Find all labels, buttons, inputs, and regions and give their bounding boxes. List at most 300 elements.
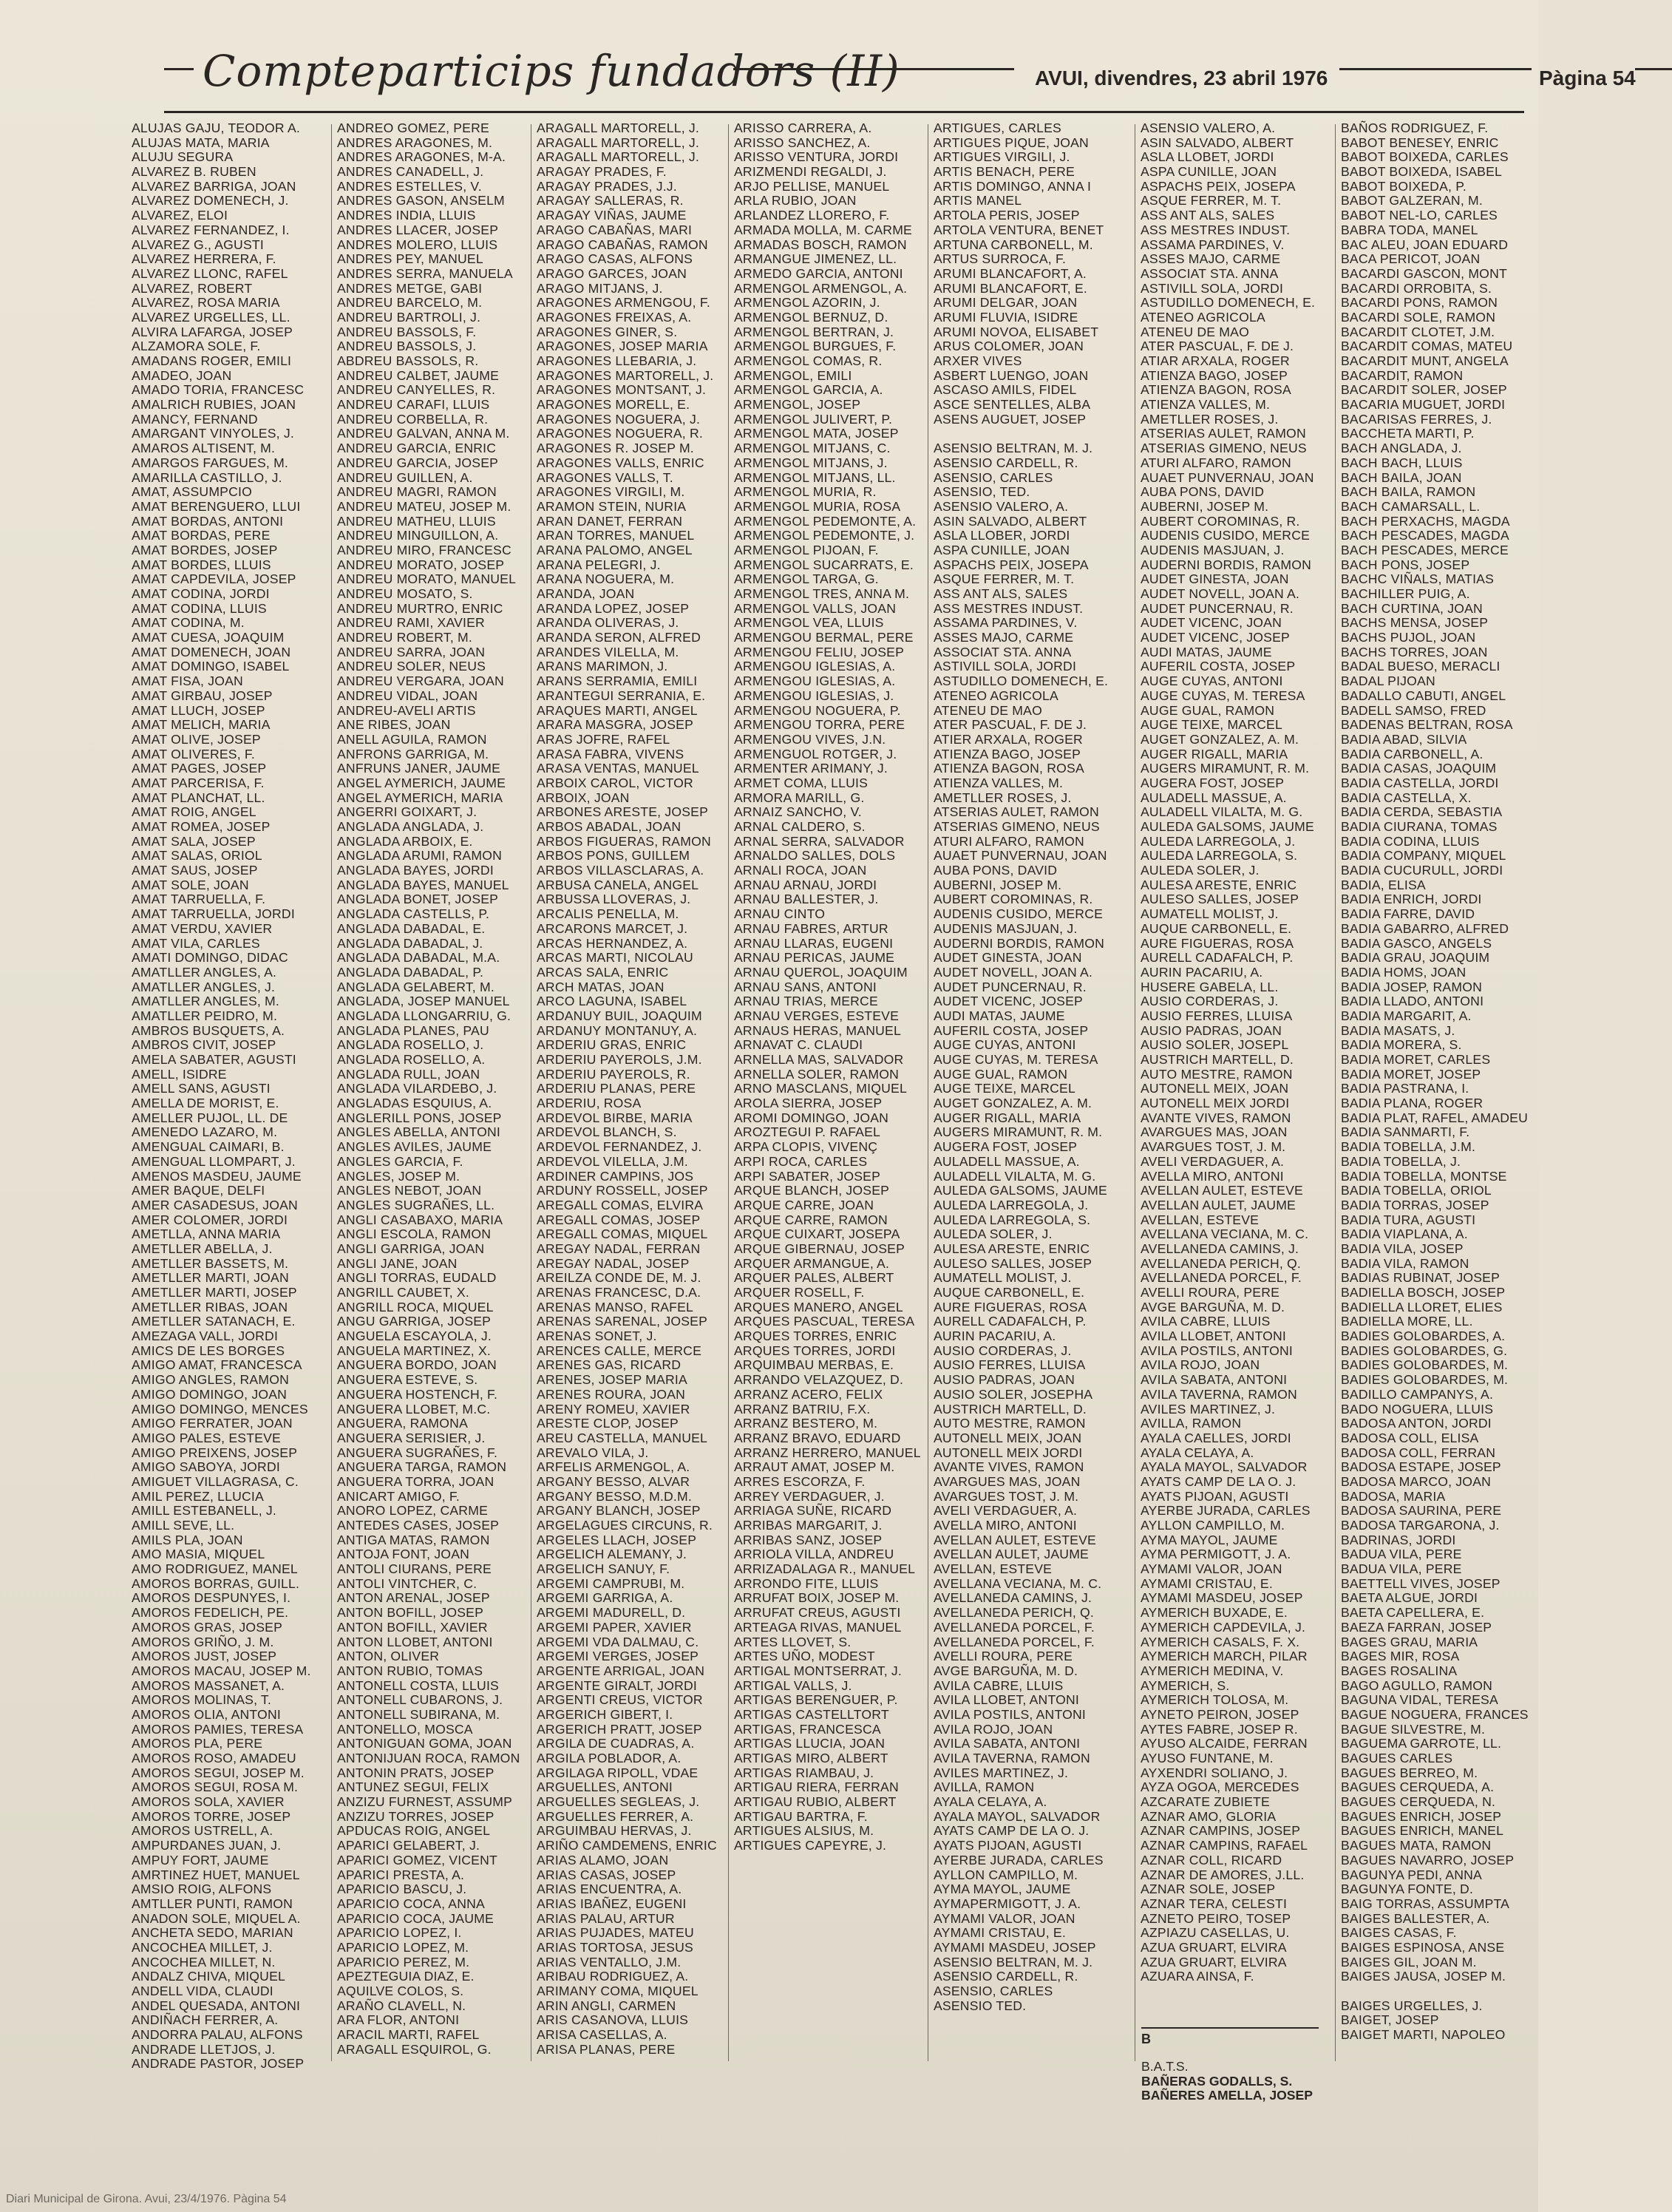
name-entry: AYATS CAMP DE LA O. J. xyxy=(1141,1473,1297,1489)
name-entry: ARGUELLES, ANTONI xyxy=(537,1780,673,1795)
name-entry: ALVAREZ HERRERA, F. xyxy=(132,251,276,267)
name-entry: ANDREU SARRA, JOAN xyxy=(337,644,486,659)
name-entry: AUSTRICH MARTELL, D. xyxy=(1141,1052,1294,1067)
name-entry: ANGERRI GOIXART, J. xyxy=(337,804,478,820)
name-entry: ALVAREZ BARRIGA, JOAN xyxy=(132,178,296,194)
name-entry: BACHS MENSA, JOSEP xyxy=(1341,615,1489,631)
name-entry: AMALRICH RUBIES, JOAN xyxy=(132,397,296,413)
name-entry: ARGILAGA RIPOLL, VDAE xyxy=(537,1765,699,1780)
name-entry: AYMAMI CRISTAU, E. xyxy=(934,1925,1066,1941)
name-entry: ATURI ALFARO, RAMON xyxy=(1141,455,1291,470)
name-entry: ASPACHS PEIX, JOSEPA xyxy=(934,557,1089,572)
name-entry: ARQUE GIBERNAU, JOSEP xyxy=(734,1241,905,1256)
name-entry: BACH PESCADES, MERCE xyxy=(1341,542,1509,557)
name-entry: BACARIA MUGUET, JORDI xyxy=(1341,397,1506,413)
name-entry: ARASA FABRA, VIVENS xyxy=(537,746,684,761)
name-entry: AYMERICH TOLOSA, M. xyxy=(1141,1692,1289,1708)
name-entry: ARAGONES VALLS, T. xyxy=(537,469,673,485)
name-entry: AVGE BARGUÑA, M. D. xyxy=(1141,1299,1285,1314)
name-entry: BACH PESCADES, MAGDA xyxy=(1341,528,1509,543)
name-entry: ARRIOLA VILLA, ANDREU xyxy=(734,1547,894,1562)
name-entry: BADIA TOBELLA, J.M. xyxy=(1341,1139,1476,1155)
name-entry: BAIGES GIL, JOAN M. xyxy=(1341,1954,1477,1970)
section-letter-b: B xyxy=(1141,2027,1319,2047)
name-entry: ANGLADA DABADAL, M.A. xyxy=(337,950,500,966)
name-entry: BAETA ALGUE, JORDI xyxy=(1341,1590,1478,1606)
name-entry: AUDET NOVELL, JOAN A. xyxy=(934,964,1093,980)
name-entry: ANDELL VIDA, CLAUDI xyxy=(132,1984,273,1998)
name-entry: AVELLAN AULET, JAUME xyxy=(1141,1197,1296,1212)
name-entry: AULEDA GALSOMS, JAUME xyxy=(1141,819,1314,834)
name-entry: ARRANZ ACERO, FELIX xyxy=(734,1386,883,1402)
name-entry: AMAT FISA, JOAN xyxy=(132,674,243,689)
name-entry: ARAN TORRES, MANUEL xyxy=(537,528,695,543)
name-entry: AREILZA CONDE DE, M. J. xyxy=(537,1270,701,1286)
name-entry: ARTIGAU RIERA, FERRAN xyxy=(734,1780,899,1795)
name-entry: ARIÑO CAMDEMENS, ENRIC xyxy=(537,1838,717,1853)
name-entry: ARMENGOL MITJANS, J. xyxy=(734,455,888,470)
name-entry: AUQUE CARBONELL, E. xyxy=(1141,920,1292,936)
name-entry: ARMET COMA, LLUIS xyxy=(734,775,869,790)
name-entry: ANE RIBES, JOAN xyxy=(337,717,451,733)
name-entry: AYLLON CAMPILLO, M. xyxy=(1141,1518,1285,1533)
name-entry: AUSIO PADRAS, JOAN xyxy=(934,1372,1075,1388)
name-entry: AMAT ROMEA, JOSEP xyxy=(132,819,271,834)
name-entry: ANGLI JANE, JOAN xyxy=(337,1255,458,1271)
name-entry: ANFRONS GARRIGA, M. xyxy=(337,746,489,761)
name-entry: ARDEVOL BIRBE, MARIA xyxy=(537,1110,693,1125)
name-entry: ARTIGUES, CARLES xyxy=(934,121,1061,135)
name-entry: ARMENGOL MURIA, R. xyxy=(734,484,877,500)
name-entry: AMETLLER MARTI, JOAN xyxy=(132,1270,289,1286)
name-entry: AMENGUAL LLOMPART, J. xyxy=(132,1153,296,1169)
name-entry: ANTON BOFILL, XAVIER xyxy=(337,1619,488,1635)
masthead-rule-right xyxy=(1635,68,1672,70)
name-entry: BAIGES CASAS, F. xyxy=(1341,1925,1457,1941)
name-entry: AMOROS SOLA, XAVIER xyxy=(132,1794,285,1810)
name-entry: ANGUELA ESCAYOLA, J. xyxy=(337,1329,492,1344)
name-entry: ARAGALL MARTORELL, J. xyxy=(537,121,699,135)
name-entry: ARNELLA MAS, SALVADOR xyxy=(734,1052,904,1067)
name-entry: ASCE SENTELLES, ALBA xyxy=(934,397,1091,413)
name-entry: BAÑERAS GODALLS, S. xyxy=(1141,2073,1293,2089)
name-entry: AUDENIS MASJUAN, J. xyxy=(1141,542,1285,557)
name-entry: APARICIO COCA, JAUME xyxy=(337,1910,494,1926)
name-entry: AMIL PEREZ, LLUCIA xyxy=(132,1488,264,1504)
name-entry: ARAGONES MORELL, E. xyxy=(537,397,690,413)
name-entry: BACARDIT MUNT, ANGELA xyxy=(1341,353,1509,368)
name-entry: BADENAS BELTRAN, ROSA xyxy=(1341,717,1513,733)
name-entry: AVILA LLOBET, ANTONI xyxy=(1141,1329,1286,1344)
name-entry: BAIGES URGELLES, J. xyxy=(1341,1998,1483,2013)
name-entry: BAETA CAPELLERA, E. xyxy=(1341,1605,1485,1621)
name-entry: AUTO MESTRE, RAMON xyxy=(1141,1066,1293,1082)
name-entry: ANGLES GARCIA, F. xyxy=(337,1153,463,1169)
name-entry: ARMENGOL BERTRAN, J. xyxy=(734,324,894,339)
name-entry: AMETLLER MARTI, JOSEP xyxy=(132,1285,297,1300)
name-entry: AURE FIGUERAS, ROSA xyxy=(1141,935,1294,951)
name-column-5 xyxy=(934,121,1127,2058)
name-entry: AUGET GONZALEZ, A. M. xyxy=(934,1096,1092,1111)
name-entry: BADAL BUESO, MERACLI xyxy=(1341,659,1501,674)
name-entry: ANDRES PEY, MANUEL xyxy=(337,251,483,267)
name-entry: AVELLANEDA PORCEL, F. xyxy=(934,1619,1095,1635)
name-entry: ANTIGA MATAS, RAMON xyxy=(337,1532,490,1547)
name-entry: ANDREU MORATO, MANUEL xyxy=(337,571,517,587)
name-entry: BADIA FARRE, DAVID xyxy=(1341,906,1475,922)
name-entry: BABOT BENESEY, ENRIC xyxy=(1341,135,1499,150)
name-entry: AMOROS FEDELICH, PE. xyxy=(132,1605,289,1621)
name-entry: BAÑERES AMELLA, JOSEP xyxy=(1141,2088,1314,2103)
name-entry: ARANDA, JOAN xyxy=(537,586,635,601)
name-entry: ANTONIJUAN ROCA, RAMON xyxy=(337,1751,520,1765)
name-entry: ARGELICH SANUY, F. xyxy=(537,1561,670,1577)
name-entry: AROZTEGUI P. RAFAEL xyxy=(734,1124,881,1140)
name-entry: ARTIGAL VALLS, J. xyxy=(734,1677,852,1693)
name-entry: ARLANDEZ LLORERO, F. xyxy=(734,208,890,223)
name-entry: AMBROS CIVIT, JOSEP xyxy=(132,1037,276,1053)
name-entry: ARTIGAU BARTRA, F. xyxy=(734,1808,868,1824)
column-divider xyxy=(331,124,332,2061)
name-entry: ARIAS ALAMO, JOAN xyxy=(537,1852,669,1867)
name-entry: BADIA JOSEP, RAMON xyxy=(1341,979,1482,994)
name-entry: AMIGO DOMINGO, MENCES xyxy=(132,1401,308,1417)
name-entry: BADIELLA MORE, LL. xyxy=(1341,1314,1473,1329)
name-entry: AREGALL COMAS, MIQUEL xyxy=(537,1227,708,1242)
name-entry: ANDREU GUILLEN, A. xyxy=(337,469,473,485)
name-entry: AUDI MATAS, JAUME xyxy=(1141,644,1272,659)
name-entry: AMAT VERDU, XAVIER xyxy=(132,920,273,936)
name-entry: ARIAS TORTOSA, JESUS xyxy=(537,1939,693,1955)
name-entry: ATSERIAS AULET, RAMON xyxy=(934,804,1099,820)
name-entry: ANGLADA DABADAL, J. xyxy=(337,935,483,951)
name-entry: ARNAL CALDERO, S. xyxy=(734,819,866,834)
name-entry: AMATLLER ANGLES, A. xyxy=(132,964,277,980)
name-entry: AURELL CADAFALCH, P. xyxy=(934,1314,1087,1329)
name-entry: AUFERIL COSTA, JOSEP xyxy=(1141,659,1296,674)
name-entry: ARGELES LLACH, JOSEP xyxy=(537,1532,697,1547)
name-entry: ARBUSA CANELA, ANGEL xyxy=(537,877,699,892)
name-entry: ARAGAY PRADES, J.J. xyxy=(537,178,677,194)
name-entry: ARASA VENTAS, MANUEL xyxy=(537,761,699,776)
name-entry: ANGLADAS ESQUIUS, A. xyxy=(337,1096,492,1111)
name-entry: BADIA, ELISA xyxy=(1341,877,1426,892)
name-entry: ARENAS MANSO, RAFEL xyxy=(537,1299,694,1314)
name-entry: AVELLAN AULET, JAUME xyxy=(934,1547,1089,1562)
name-entry: ANGUERA SERISIER, J. xyxy=(337,1430,486,1445)
name-entry: AVARGUES TOST, J. M. xyxy=(934,1488,1079,1504)
name-entry: ARBOIX CAROL, VICTOR xyxy=(537,775,693,790)
name-entry: BACH CAMARSALL, L. xyxy=(1341,498,1481,514)
name-entry: AMOROS SEGUI, JOSEP M. xyxy=(132,1765,305,1780)
name-entry: ANCHETA SEDO, MARIAN xyxy=(132,1925,293,1941)
name-entry: ANTON RUBIO, TOMAS xyxy=(337,1663,483,1678)
name-entry: ARNAU FABRES, ARTUR xyxy=(734,920,888,936)
name-entry: ARMENGOU IGLESIAS, A. xyxy=(734,659,896,674)
name-entry: BADUA VILA, PERE xyxy=(1341,1547,1462,1562)
name-entry: BACARDIT CLOTET, J.M. xyxy=(1341,324,1495,339)
name-entry: AMAT BERENGUERO, LLUI xyxy=(132,498,301,514)
name-entry: BADOSA ESTAPE, JOSEP xyxy=(1341,1459,1501,1475)
archive-credit: Diari Municipal de Girona. Avui, 23/4/1976. Pàgina 54 xyxy=(6,2193,287,2205)
name-entry: AMOROS MOLINAS, T. xyxy=(132,1692,272,1708)
name-entry: AUGE CUYAS, M. TERESA xyxy=(934,1052,1098,1067)
page-number: Pàgina 54 xyxy=(1539,67,1636,89)
name-entry: ARENCES CALLE, MERCE xyxy=(537,1343,702,1358)
name-entry: ANTONELL COSTA, LLUIS xyxy=(337,1677,499,1693)
name-entry: ARREY VERDAGUER, J. xyxy=(734,1488,885,1504)
name-entry: BADIA VIAPLANA, A. xyxy=(1341,1227,1468,1242)
name-entry: ARDEVOL FERNANDEZ, J. xyxy=(537,1139,702,1155)
name-entry: ARISSO SANCHEZ, A. xyxy=(734,135,871,150)
name-entry: ALUJAS MATA, MARIA xyxy=(132,135,270,150)
name-entry: AYALA CELAYA, A. xyxy=(934,1794,1047,1810)
name-entry: ARDANUY MONTANUY, A. xyxy=(537,1022,698,1038)
name-entry: ARMENGOL TARGA, G. xyxy=(734,571,879,587)
name-entry: ARTES LLOVET, S. xyxy=(734,1634,852,1649)
name-entry: ARAÑO CLAVELL, N. xyxy=(337,1998,466,2013)
name-entry: ARIAS PALAU, ARTUR xyxy=(537,1910,675,1926)
name-entry: BADIA TOBELLA, ORIOL xyxy=(1341,1183,1492,1198)
name-entry: ARA FLOR, ANTONI xyxy=(337,2012,460,2028)
name-entry: AVELLI ROURA, PERE xyxy=(934,1649,1073,1664)
name-entry: AULESO SALLES, JOSEP xyxy=(1141,892,1299,907)
name-entry: AMILL ESTEBANELL, J. xyxy=(132,1503,276,1519)
name-entry: AYMA MAYOL, JAUME xyxy=(1141,1532,1278,1547)
name-entry: AVELLAN AULET, ESTEVE xyxy=(1141,1183,1303,1198)
name-entry: AMETLLA, ANNA MARIA xyxy=(132,1227,281,1242)
name-entry: BAGO AGULLO, RAMON xyxy=(1341,1677,1492,1693)
name-entry: ANGLI GARRIGA, JOAN xyxy=(337,1241,485,1256)
name-entry: AYMAMI VALOR, JOAN xyxy=(1141,1561,1282,1577)
name-entry: ARQUER PALES, ALBERT xyxy=(734,1270,894,1286)
name-entry: ANDRES ARAGONES, M-A. xyxy=(337,149,506,165)
name-entry: BABOT GALZERAN, M. xyxy=(1341,193,1483,208)
paper-date: AVUI, divendres, 23 abril 1976 xyxy=(1035,67,1328,89)
name-entry: ARRUFAT BOIX, JOSEP M. xyxy=(734,1590,900,1606)
name-entry: AUGE TEIXE, MARCEL xyxy=(934,1081,1075,1096)
name-column-6 xyxy=(1141,121,1334,2014)
name-entry: ARANA PELEGRI, J. xyxy=(537,557,661,572)
name-entry: ARMENGOL PEDEMONTE, A. xyxy=(734,513,917,529)
name-entry: AZNAR CAMPINS, JOSEP xyxy=(1141,1823,1301,1839)
name-entry: BAGUES CERQUEDA, N. xyxy=(1341,1794,1496,1810)
name-entry: AYMAMI MASDEU, JOSEP xyxy=(934,1939,1096,1955)
name-entry: AMARILLA CASTILLO, J. xyxy=(132,469,282,485)
name-entry: ATIENZA BAGO, JOSEP xyxy=(1141,367,1288,383)
name-entry: ARARA MASGRA, JOSEP xyxy=(537,717,694,733)
name-entry: ALVAREZ, ROSA MARIA xyxy=(132,295,280,311)
name-entry: ATIENZA VALLES, M. xyxy=(934,775,1064,790)
name-entry: ANFRUNS JANER, JAUME xyxy=(337,761,501,776)
name-entry: BAÑOS RODRIGUEZ, F. xyxy=(1341,121,1489,135)
name-entry: BACH BAILA, RAMON xyxy=(1341,484,1476,500)
name-entry: AMETLLER ROSES, J. xyxy=(1141,411,1279,427)
name-entry: AMTLLER PUNTI, RAMON xyxy=(132,1896,293,1911)
name-entry: ARQUER ROSELL, F. xyxy=(734,1285,865,1300)
name-entry: BAIGET, JOSEP xyxy=(1341,2012,1439,2028)
name-entry: BADRINAS, JORDI xyxy=(1341,1532,1456,1547)
name-entry: AZNETO PEIRO, TOSEP xyxy=(1141,1910,1291,1926)
name-entry: ARQUES TORRES, ENRIC xyxy=(734,1329,897,1344)
name-entry: ARMENGOU FELIU, JOSEP xyxy=(734,644,905,659)
name-entry: AYUSO ALCAIDE, FERRAN xyxy=(1141,1736,1308,1751)
name-entry: AVILA TAVERNA, RAMON xyxy=(934,1751,1090,1765)
name-entry: ARMENGOL VEA, LLUIS xyxy=(734,615,884,631)
name-entry: APARICIO BASCU, J. xyxy=(337,1882,467,1897)
name-entry: AYMERICH CASALS, F. X. xyxy=(1141,1634,1300,1649)
name-entry: ARNAL SERRA, SALVADOR xyxy=(734,833,905,849)
name-entry: AMAROS ALTISENT, M. xyxy=(132,441,276,456)
name-entry: BAGUES CARLES xyxy=(1341,1751,1453,1765)
name-entry: ANTONIN PRATS, JOSEP xyxy=(337,1765,495,1780)
name-entry: ARGUIMBAU HERVAS, J. xyxy=(537,1823,692,1839)
name-entry: BADIA TURA, AGUSTI xyxy=(1341,1212,1476,1227)
name-entry: ARMENGOU IGLESIAS, A. xyxy=(734,674,896,689)
name-entry: AMOROS PAMIES, TERESA xyxy=(132,1721,304,1737)
name-entry: ARMENGOU TORRA, PERE xyxy=(734,717,905,733)
name-entry: ARGUELLES SEGLEAS, J. xyxy=(537,1794,700,1810)
name-entry: ARTIGAS LLUCIA, JOAN xyxy=(734,1736,886,1751)
name-entry: AZNAR COLL, RICARD xyxy=(1141,1852,1282,1867)
name-entry: ARCAS HERNANDEZ, A. xyxy=(537,935,688,951)
name-entry: ARQUES MANERO, ANGEL xyxy=(734,1299,903,1314)
name-entry: ANDREU MATEU, JOSEP M. xyxy=(337,498,512,514)
name-entry: ARFELIS ARMENGOL, A. xyxy=(537,1459,690,1475)
name-entry: ANDREU BASSOLS, F. xyxy=(337,324,477,339)
name-entry: ASENSIO CARDELL, R. xyxy=(934,1969,1078,1984)
name-entry: BADIA GRAU, JOAQUIM xyxy=(1341,950,1490,966)
name-entry: APARICIO PEREZ, M. xyxy=(337,1954,470,1970)
name-entry: ANDALZ CHIVA, MIQUEL xyxy=(132,1969,285,1984)
name-entry: BACHS PUJOL, JOAN xyxy=(1341,630,1476,645)
name-entry: AMIGO SABOYA, JORDI xyxy=(132,1459,280,1475)
name-entry: ARTIGAS MIRO, ALBERT xyxy=(734,1751,888,1765)
name-entry: ASQUE FERRER, M. T. xyxy=(934,571,1075,587)
name-entry: BAGES GRAU, MARIA xyxy=(1341,1634,1478,1649)
name-entry: ARGANY BLANCH, JOSEP xyxy=(537,1503,701,1519)
name-entry: ATIENZA BAGO, JOSEP xyxy=(934,746,1081,761)
name-entry: ARAN DANET, FERRAN xyxy=(537,513,683,529)
name-entry: AUDET GINESTA, JOAN xyxy=(1141,571,1289,587)
name-entry: ARIZMENDI REGALDI, J. xyxy=(734,164,887,180)
name-entry: AMER COLOMER, JORDI xyxy=(132,1212,288,1227)
name-entry: AVELLANEDA CAMINS, J. xyxy=(1141,1241,1299,1256)
name-entry: BADIA CODINA, LLUIS xyxy=(1341,833,1480,849)
name-entry: AMAT CODINA, LLUIS xyxy=(132,600,267,616)
name-entry: ARNAU LLARAS, EUGENI xyxy=(734,935,894,951)
name-entry: AMOROS OLIA, ANTONI xyxy=(132,1706,281,1722)
name-entry: AUTONELL MEIX JORDI xyxy=(934,1445,1083,1460)
name-entry: ANGU GARRIGA, JOSEP xyxy=(337,1314,492,1329)
name-entry: AUTONELL MEIX, JOAN xyxy=(934,1430,1082,1445)
name-entry: ARTIS BENACH, PERE xyxy=(934,164,1075,180)
name-entry: BAC ALEU, JOAN EDUARD xyxy=(1341,237,1509,252)
name-entry: ARTUNA CARBONELL, M. xyxy=(934,237,1093,252)
name-entry: ANGRILL ROCA, MIQUEL xyxy=(337,1299,494,1314)
name-entry: ANGUERA HOSTENCH, F. xyxy=(337,1386,498,1402)
name-entry: ARRIBAS MARGARIT, J. xyxy=(734,1518,883,1533)
name-entry: ARBOS FIGUERAS, RAMON xyxy=(537,833,711,849)
section-b-entries xyxy=(1141,2060,1319,2103)
name-entry: ALUJU SEGURA xyxy=(132,149,234,165)
name-entry: BADIA MARGARIT, A. xyxy=(1341,1008,1472,1023)
name-entry: ANORO LOPEZ, CARME xyxy=(337,1503,489,1519)
name-entry: ANDRES SERRA, MANUELA xyxy=(337,265,513,281)
name-entry: AVILES MARTINEZ, J. xyxy=(934,1765,1069,1780)
name-entry: ARANA NOGUERA, M. xyxy=(537,571,675,587)
name-entry: ANGLADA RULL, JOAN xyxy=(337,1066,480,1082)
name-entry: APARICIO LOPEZ, I. xyxy=(337,1925,462,1941)
name-entry: AUBA PONS, DAVID xyxy=(934,863,1058,878)
name-entry: ATIENZA BAGON, ROSA xyxy=(934,761,1084,776)
name-entry: AMIGO AMAT, FRANCESCA xyxy=(132,1357,302,1373)
name-entry: ALVAREZ G., AGUSTI xyxy=(132,237,264,252)
name-entry: B.A.T.S. xyxy=(1141,2059,1189,2074)
name-entry: ANDREU RAMI, XAVIER xyxy=(337,615,485,631)
name-entry: AMATLLER ANGLES, J. xyxy=(132,979,276,994)
name-entry: AMIGUET VILLAGRASA, C. xyxy=(132,1473,299,1489)
name-entry: ARPA CLOPIS, VIVENÇ xyxy=(734,1139,878,1155)
name-entry: BADIA MORERA, S. xyxy=(1341,1037,1462,1053)
name-entry: AUBERT COROMINAS, R. xyxy=(934,892,1093,907)
name-entry: ARCARONS MARCET, J. xyxy=(537,920,688,936)
name-entry: AYALA MAYOL, SALVADOR xyxy=(1141,1459,1308,1475)
name-entry: ATER PASCUAL, F. DE J. xyxy=(1141,339,1294,354)
name-entry: ALVAREZ, ROBERT xyxy=(132,280,253,296)
name-entry: AYMERICH MARCH, PILAR xyxy=(1141,1649,1308,1664)
name-entry: ARACIL MARTI, RAFEL xyxy=(337,2027,480,2043)
name-entry: ANGLES ABELLA, ANTONI xyxy=(337,1124,500,1140)
name-entry: BADIES GOLOBARDES, A. xyxy=(1341,1329,1506,1344)
name-entry: ARTES UÑO, MODEST xyxy=(734,1649,875,1664)
name-entry: ASPACHS PEIX, JOSEPA xyxy=(1141,178,1296,194)
name-entry: AMAT CUESA, JOAQUIM xyxy=(132,630,285,645)
name-entry: AMOROS MACAU, JOSEP M. xyxy=(132,1663,311,1678)
name-entry: AMIGO PALES, ESTEVE xyxy=(132,1430,281,1445)
name-entry: ANGEL AYMERICH, MARIA xyxy=(337,790,503,805)
name-entry: AQUILVE COLOS, S. xyxy=(337,1984,464,1998)
name-entry: ARAMON STEIN, NURIA xyxy=(537,498,687,514)
name-entry: AUGE CUYAS, ANTONI xyxy=(1141,674,1283,689)
masthead xyxy=(164,41,1636,115)
name-entry: AMAT DOMENECH, JOAN xyxy=(132,644,291,659)
name-entry: AYATS PIJOAN, AGUSTI xyxy=(934,1838,1082,1853)
name-column-3 xyxy=(537,121,730,2058)
name-entry: AUMATELL MOLIST, J. xyxy=(1141,906,1279,922)
name-entry: ALVIRA LAFARGA, JOSEP xyxy=(132,324,293,339)
name-entry: BADIA CASTELLA, JORDI xyxy=(1341,775,1499,790)
name-entry: ARRAUT AMAT, JOSEP M. xyxy=(734,1459,895,1475)
name-entry: ANTON, OLIVER xyxy=(337,1649,440,1664)
name-entry: ARNAU QUEROL, JOAQUIM xyxy=(734,964,908,980)
name-entry: ASS ANT ALS, SALES xyxy=(1141,208,1275,223)
name-entry: AVELLANEDA PORCEL, F. xyxy=(1141,1270,1302,1286)
name-entry: BADAL PIJOAN xyxy=(1341,674,1435,689)
name-entry: BABOT BOIXEDA, ISABEL xyxy=(1341,164,1503,180)
name-entry: ARAGONES R. JOSEP M. xyxy=(537,441,694,456)
name-entry: BADIA TOBELLA, J. xyxy=(1341,1153,1461,1169)
name-entry: ARANDA SERON, ALFRED xyxy=(537,630,701,645)
name-entry: AVILA SABATA, ANTONI xyxy=(934,1736,1081,1751)
name-entry: AUGER RIGALL, MARIA xyxy=(934,1110,1081,1125)
name-entry: AVELLANA VECIANA, M. C. xyxy=(934,1575,1102,1591)
name-entry: AVARGUES MAS, JOAN xyxy=(1141,1124,1288,1140)
name-entry: ARCAS MARTI, NICOLAU xyxy=(537,950,693,966)
name-entry: ANTON BOFILL, JOSEP xyxy=(337,1605,484,1621)
name-entry: ANDRADE LLETJOS, J. xyxy=(132,2041,276,2057)
name-entry xyxy=(1341,1984,1535,1999)
